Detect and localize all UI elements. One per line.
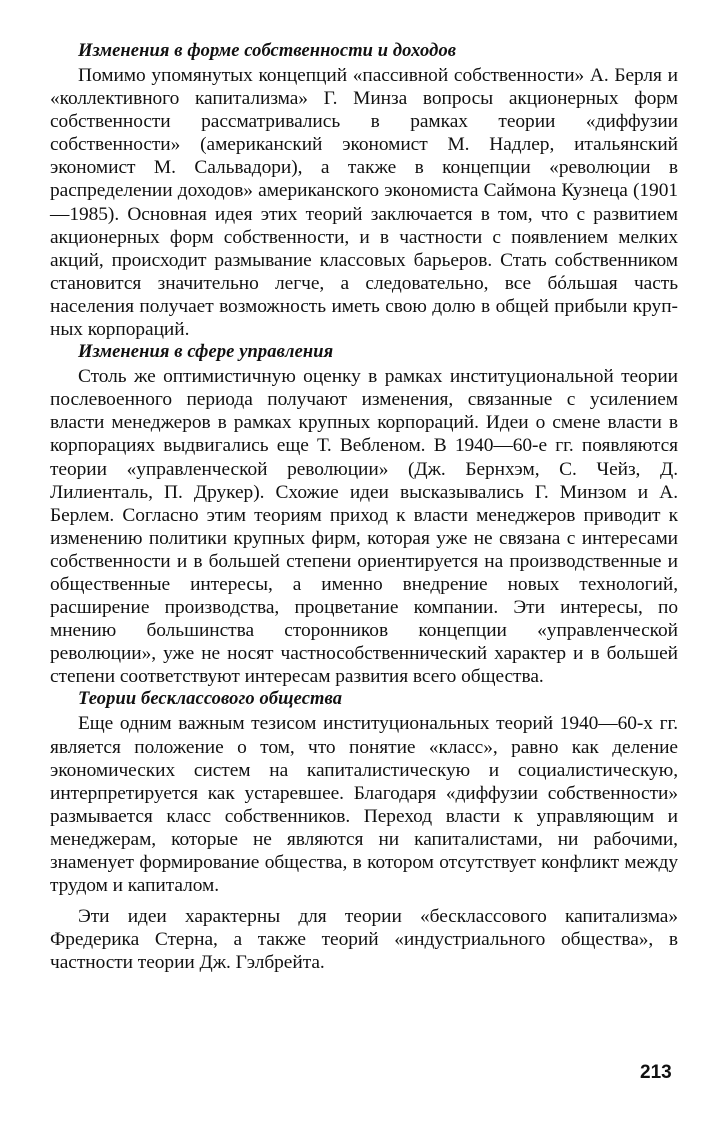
paragraph: Эти идеи характерны для теории «бесклассового капитализма» Фредерика Стерна, а также теорий «индустриального общества», в частности теории Дж. Гэлбрейта.	[50, 906, 678, 974]
book-page	[50, 40, 678, 974]
section-classless-society	[50, 688, 678, 974]
section-heading: Изменения в форме собственности и доходов	[78, 41, 457, 61]
section-heading: Теории бесклассового общества	[78, 689, 343, 710]
page-number: 213	[640, 1062, 672, 1083]
paragraph: Еще одним важным тезисом институциональных теорий 1940—60-х гг. является положение о том, что понятие «класс», равно как деление экономических систем на капиталистическую и социалистическую, интерпретируется как устаревшее. Благодаря «диффузии собственности» размывается класс собственников. Переход власти к управляющим и менеджерам, которые не являются ни капиталистами, ни рабочими, знаменует формирование общества, в котором отсутствует конфликт между трудом и капиталом.	[50, 713, 678, 897]
paragraph: Столь же оптимистичную оценку в рамках институциональной теории послевоенного периода получают изменения, связанные с усилением власти менеджеров в рамках крупных корпораций. Идеи о смене власти в корпорациях выдвигались еще Т. Вебленом. В 1940—60-е гг. появляются теории «управленческой революции» (Дж. Бернхэм, С. Чейз, Д. Лилиенталь, П. Друкер). Схожие идеи высказывались Г. Минзом и А. Берлем. Согласно этим теориям приход к власти менеджеров приводит к изменению политики крупных фирм, которая уже не связана с интересами собственности и в большей степени ориентируется на производственные и общественные интересы, а именно внедрение новых технологий, расширение производства, процветание компании. Эти интересы, по мнению большинства сторонников концепции «управленческой революции», уже не носят частнособственнический характер и в большей степени соответствуют интересам развития всего общества.	[50, 366, 678, 688]
paragraph-spacer	[50, 897, 678, 905]
section-management	[50, 341, 678, 688]
section-ownership	[50, 40, 678, 341]
paragraph: Помимо упомянутых концепций «пассивной собственности» А. Берля и «коллективного капитализма» Г. Минза вопросы акционерных форм собственности рассматривались в рамках теории «диффузии собственности» (американский экономист М. Надлер, итальянский экономист М. Сальвадори), а также в концепции «революции в распределении доходов» американского экономиста Саймона Кузнеца (1901—1985). Основная идея этих теорий заключается в том, что с развитием акционерных форм собственности, и в частности с появлением мелких акций, происходит размывание классовых барьеров. Стать собственником становится значительно легче, а следовательно, все бóльшая часть населения получает возможность иметь свою долю в общей прибыли крупных корпораций.	[50, 65, 678, 341]
section-heading: Изменения в сфере управления	[78, 342, 334, 363]
